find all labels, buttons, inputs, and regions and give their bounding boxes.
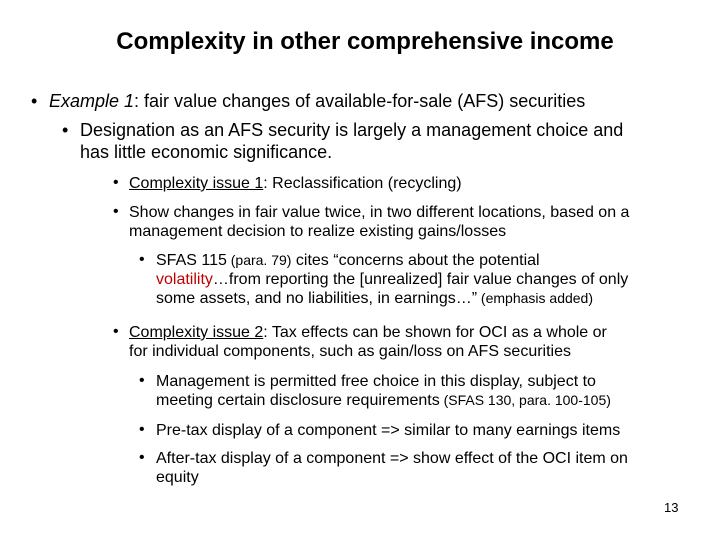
- issue2-bullet: [129, 323, 607, 361]
- example-bullet: [49, 91, 585, 113]
- management-line-1: Management is permitted free choice in this display, subject to: [156, 373, 596, 390]
- sfas115-line-2: …from reporting the [unrealized] fair value changes of only: [212, 271, 629, 289]
- designation-line-2: has little economic significance.: [80, 141, 333, 162]
- issue2-text: : Tax effects can be shown for OCI as a whole or: [263, 324, 607, 341]
- bullet: •: [31, 91, 38, 111]
- bullet: •: [62, 120, 69, 140]
- sfas115-bullet: [156, 251, 628, 309]
- bullet: •: [139, 421, 145, 438]
- slide-title: Complexity in other comprehensive income: [116, 28, 614, 55]
- example-label: Example 1: [49, 91, 135, 111]
- bullet: •: [139, 251, 145, 268]
- bullet: •: [139, 449, 145, 466]
- show-changes-bullet: [129, 203, 629, 241]
- bullet: •: [113, 203, 119, 220]
- volatility-highlight: volatility: [156, 271, 213, 289]
- show-changes-line-2: management decision to realize existing gains/losses: [129, 223, 507, 241]
- emphasis-note: (emphasis added): [477, 290, 593, 307]
- issue1-label: Complexity issue 1: [129, 175, 264, 192]
- bullet: •: [139, 372, 145, 389]
- issue2-label: Complexity issue 2: [129, 324, 264, 341]
- aftertax-line-1: After-tax display of a component => show effect of the OCI item on: [156, 450, 628, 467]
- issue1-bullet: [129, 174, 462, 193]
- sfas115-para: (para. 79): [226, 252, 292, 268]
- sfas115-prefix: SFAS 115: [156, 252, 227, 269]
- sfas115-line-3: some assets, and no liabilities, in earnings…”: [156, 290, 478, 308]
- issue2-line-2: for individual components, such as gain/loss on AFS securities: [129, 343, 572, 361]
- aftertax-line-2: equity: [156, 469, 199, 487]
- management-bullet: [156, 372, 611, 410]
- page-number: 13: [664, 500, 679, 515]
- issue1-text: : Reclassification (recycling): [263, 175, 462, 192]
- management-ref: (SFAS 130, para. 100-105): [439, 392, 611, 409]
- bullet: •: [113, 174, 119, 191]
- pretax-bullet: Pre-tax display of a component => similar to many earnings items: [156, 422, 621, 439]
- aftertax-bullet: [156, 449, 628, 487]
- sfas115-cites: cites “concerns about the potential: [291, 252, 540, 269]
- designation-bullet: [80, 120, 623, 163]
- example-text: : fair value changes of available-for-sale (AFS) securities: [134, 91, 586, 111]
- show-changes-line-1: Show changes in fair value twice, in two different locations, based on a: [129, 204, 630, 221]
- designation-line-1: Designation as an AFS security is largely a management choice and: [80, 120, 624, 140]
- bullet: •: [113, 323, 119, 340]
- management-line-2: meeting certain disclosure requirements: [156, 392, 440, 410]
